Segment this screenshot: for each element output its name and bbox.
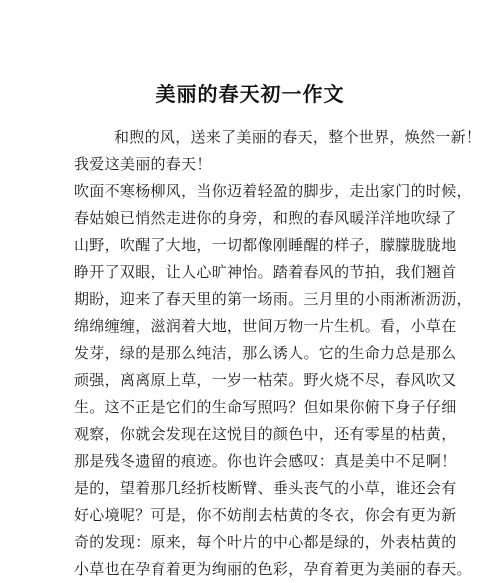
body-line: 和煦的风，送来了美丽的春天，整个世界，焕然一新！	[114, 128, 482, 146]
body-line: 好心境呢？可是，你不妨削去枯黄的冬衣，你会有更为新	[74, 506, 457, 524]
body-line: 顽强，离离原上草，一岁一枯荣。野火烧不尽，春风吹又	[74, 371, 457, 389]
body-line: 是的，望着那几经折枝断臂、垂头丧气的小草，谁还会有	[74, 479, 457, 497]
body-line: 发芽，绿的是那么纯洁，那么诱人。它的生命力总是那么	[74, 344, 457, 362]
body-line: 生。这不正是它们的生命写照吗？但如果你俯下身子仔细	[74, 398, 457, 416]
body-line: 奇的发现：原来，每个叶片的中心都是绿的，外表枯黄的	[74, 533, 457, 551]
document-title: 美丽的春天初一作文	[155, 82, 345, 106]
body-line: 小草也在孕育着更为绚丽的色彩，孕育着更为美丽的春天。	[74, 560, 472, 578]
body-line: 睁开了双眼，让人心旷神怡。踏着春风的节拍，我们翘首	[74, 263, 457, 281]
body-line: 我爱这美丽的春天！	[74, 155, 212, 173]
article-body	[74, 124, 482, 583]
body-line: 吹面不寒杨柳风，当你迈着轻盈的脚步，走出家门的时候，	[74, 182, 472, 200]
body-line: 春姑娘已悄然走进你的身旁，和煦的春风暖洋洋地吹绿了	[74, 209, 457, 227]
body-line: 期盼，迎来了春天里的第一场雨。三月里的小雨淅淅沥沥，	[74, 290, 472, 308]
body-line: 那是残冬遗留的痕迹。你也许会感叹：真是美中不足啊！	[74, 452, 457, 470]
body-line: 观察，你就会发现在这悦目的颜色中，还有零星的枯黄，	[74, 425, 457, 443]
body-line: 山野，吹醒了大地，一切都像刚睡醒的样子，朦朦胧胧地	[74, 236, 457, 254]
body-line: 绵绵缠缠，滋润着大地，世间万物一片生机。看，小草在	[74, 317, 457, 335]
